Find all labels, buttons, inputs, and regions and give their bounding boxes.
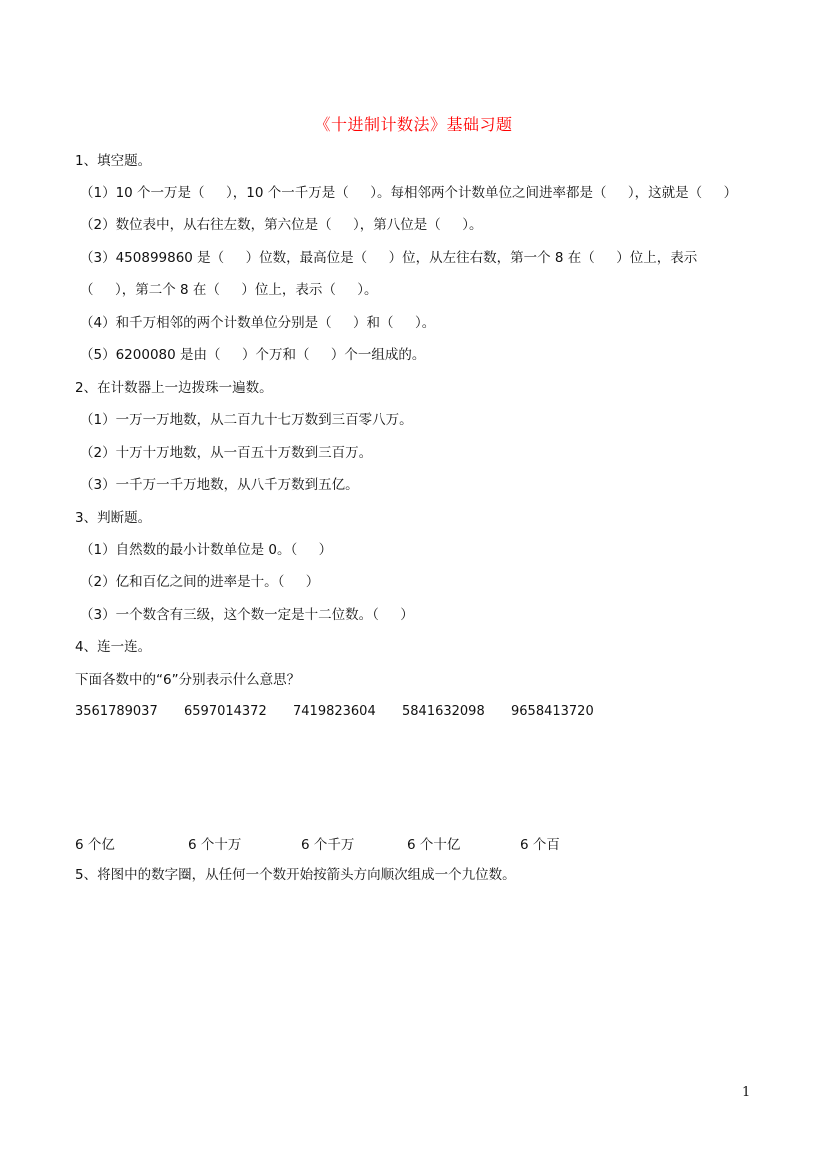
q3-heading: 3、判断题。 bbox=[75, 510, 152, 526]
q4-option: 6 个千万 bbox=[301, 837, 355, 853]
q4-number: 7419823604 bbox=[293, 704, 376, 719]
q4-option: 6 个亿 bbox=[75, 837, 115, 853]
q4-number: 9658413720 bbox=[511, 704, 594, 719]
q2-item-3: （3）一千万一千万地数，从八千万数到五亿。 bbox=[80, 477, 359, 493]
q1-item-3: （3）450899860 是（ ）位数，最高位是（ ）位，从左往右数，第一个 8 在（ ）位上，表示 bbox=[80, 250, 698, 266]
q1-item-1: （1）10 个一万是（ ），10 个一千万是（ ）。每相邻两个计数单位之间进率都是（ ），这就是（ ） bbox=[80, 185, 738, 201]
q2-heading: 2、在计数器上一边拨珠一遍数。 bbox=[75, 380, 273, 396]
page-number: 1 bbox=[742, 1085, 751, 1100]
q4-prompt: 下面各数中的“6”分别表示什么意思？ bbox=[75, 672, 301, 688]
q4-number: 6597014372 bbox=[184, 704, 267, 719]
q4-number: 3561789037 bbox=[75, 704, 158, 719]
q4-option: 6 个百 bbox=[520, 837, 560, 853]
q1-item-3-continued: （ ），第二个 8 在（ ）位上，表示（ ）。 bbox=[80, 282, 378, 298]
q1-item-5: （5）6200080 是由（ ）个万和（ ）个一组成的。 bbox=[80, 347, 426, 363]
q4-number-row bbox=[75, 704, 675, 724]
q4-option: 6 个十亿 bbox=[407, 837, 461, 853]
q1-item-4: （4）和千万相邻的两个计数单位分别是（ ）和（ ）。 bbox=[80, 315, 436, 331]
q2-item-1: （1）一万一万地数，从二百九十七万数到三百零八万。 bbox=[80, 412, 413, 428]
q4-option: 6 个十万 bbox=[188, 837, 242, 853]
q5-heading: 5、将图中的数字圈，从任何一个数开始按箭头方向顺次组成一个九位数。 bbox=[75, 867, 516, 883]
q1-item-2: （2）数位表中，从右往左数，第六位是（ ），第八位是（ ）。 bbox=[80, 217, 483, 233]
q4-option-row bbox=[75, 833, 675, 853]
q3-item-1: （1）自然数的最小计数单位是 0。（ ） bbox=[80, 542, 333, 558]
q4-heading: 4、连一连。 bbox=[75, 639, 152, 655]
q4-number: 5841632098 bbox=[402, 704, 485, 719]
q2-item-2: （2）十万十万地数，从一百五十万数到三百万。 bbox=[80, 445, 373, 461]
q3-item-3: （3）一个数含有三级，这个数一定是十二位数。（ ） bbox=[80, 607, 414, 623]
q3-item-2: （2）亿和百亿之间的进率是十。（ ） bbox=[80, 574, 320, 590]
q1-heading: 1、填空题。 bbox=[75, 153, 152, 169]
document-title: 《十进制计数法》基础习题 bbox=[314, 115, 513, 134]
